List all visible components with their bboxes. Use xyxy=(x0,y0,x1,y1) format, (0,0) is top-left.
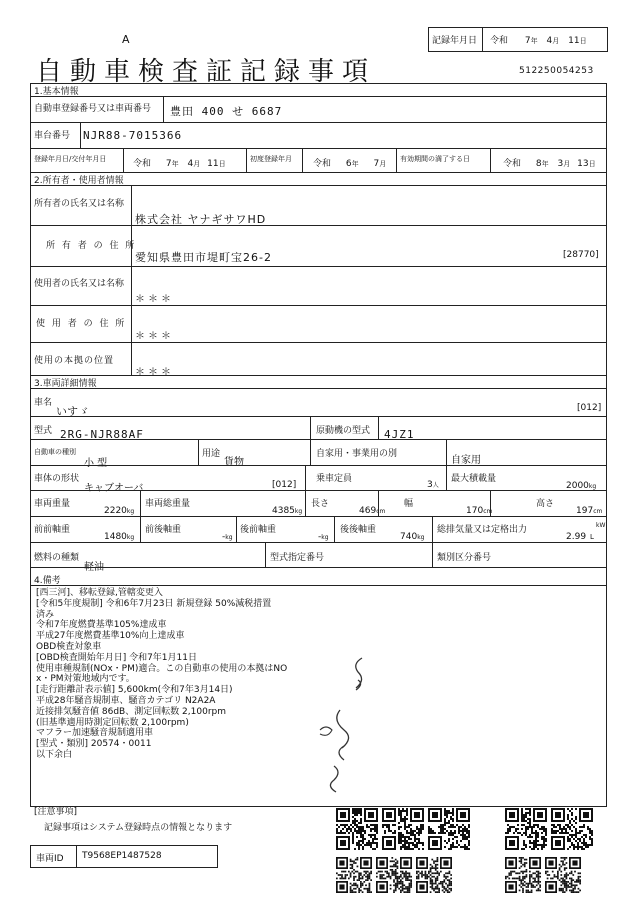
capacity-value: 3人 xyxy=(427,480,439,490)
gross-weight-value: 4385kg xyxy=(272,506,303,516)
remarks-line: [型式・類別] 20574・0011 xyxy=(36,739,152,750)
reg-date-label: 登録年月日/交付年月日 xyxy=(34,155,107,163)
qr-code-icon xyxy=(505,808,597,854)
front-rear-axle-value: -kg xyxy=(222,532,233,542)
section4-heading: 4.備考 xyxy=(34,576,61,586)
reg-number-label: 自動車登録番号又は車両番号 xyxy=(34,104,152,114)
body-shape-value: キャブオーバ xyxy=(84,483,144,494)
model-label: 型式 xyxy=(34,426,53,436)
body-code: [012] xyxy=(272,480,297,490)
engine-value: 4JZ1 xyxy=(384,428,415,441)
class-number-label: 類別区分番号 xyxy=(437,553,492,563)
type-number-label: 型式指定番号 xyxy=(270,553,325,563)
private-label: 自家用・事業用の別 xyxy=(316,449,398,459)
doc-number: 512250054253 xyxy=(519,66,594,76)
rear-rear-axle-value: 740kg xyxy=(400,532,425,542)
width-label: 幅 xyxy=(404,499,414,509)
length-label: 長さ xyxy=(311,499,330,509)
remarks-line: 令和7年度燃費基準105%達成車 xyxy=(36,620,167,631)
gross-weight-label: 車両総重量 xyxy=(145,499,191,509)
vehicle-id-label: 車両ID xyxy=(36,854,64,864)
user-address-label: 使 用 者 の 住 所 xyxy=(36,319,127,329)
remarks-line: [令和5年度規制] 令和6年7月23日 新規登録 50%減税措置 xyxy=(36,598,272,609)
remarks-line: 済み xyxy=(36,609,55,620)
displacement-unit-top: kW xyxy=(596,522,606,529)
qr-code-icon xyxy=(505,857,597,895)
private-value: 自家用 xyxy=(451,455,481,466)
height-label: 高さ xyxy=(536,499,555,509)
remarks-line: [走行距離計表示値] 5,600km(令和7年3月14日) xyxy=(36,685,233,696)
remarks-line: 平成27年度燃費基準10%向上達成車 xyxy=(36,631,185,642)
max-load-value: 2000kg xyxy=(566,481,597,491)
displacement-value: 2.99 L xyxy=(566,532,594,542)
capacity-label: 乗車定員 xyxy=(316,474,353,484)
max-load-label: 最大積載量 xyxy=(451,474,497,484)
front-rear-axle-label: 前後軸重 xyxy=(145,525,182,535)
reg-number-value: 豊田 400 せ 6687 xyxy=(170,105,283,118)
owner-address-label: 所 有 者 の 住 所 xyxy=(46,241,137,251)
expiry-value: 令和 8年 3月 13日 xyxy=(503,159,596,169)
owner-name-value: 株式会社 ヤナギサワHD xyxy=(135,213,267,226)
fuel-value: 軽油 xyxy=(84,562,104,573)
reg-date-value: 令和 7年 4月 11日 xyxy=(133,159,226,169)
remarks-line: 使用車種規制(NOx・PM)適合。この自動車の使用の本拠はNO xyxy=(36,663,288,674)
vehicle-kind-value: 小 型 xyxy=(84,458,108,469)
rear-front-axle-label: 後前軸重 xyxy=(240,525,277,535)
remarks-line: マフラー加速騒音規制適用車 xyxy=(36,728,154,739)
remarks-line: 以下余白 xyxy=(36,749,73,760)
owner-code: [28770] xyxy=(563,250,599,260)
fuel-label: 燃料の種類 xyxy=(34,553,80,563)
height-value: 197cm xyxy=(576,506,603,516)
notice-text: 記録事項はシステム登録時点の情報となります xyxy=(44,823,233,833)
maker-code: [012] xyxy=(577,403,602,413)
doc-mark: A xyxy=(122,33,130,46)
front-front-axle-value: 1480kg xyxy=(104,532,135,542)
model-value: 2RG-NJR88AF xyxy=(60,428,144,441)
section1-heading: 1.基本情報 xyxy=(34,87,79,97)
notice-heading: [注意事項] xyxy=(34,807,78,817)
owner-name-label: 所有者の氏名又は名称 xyxy=(34,199,125,209)
weight-label: 車両重量 xyxy=(34,499,71,509)
first-reg-label: 初度登録年月 xyxy=(250,155,292,163)
handwritten-mark xyxy=(300,650,390,800)
remarks-line: [OBD検査開始年月日] 令和7年1月11日 xyxy=(36,652,197,663)
section3-heading: 3.車両詳細情報 xyxy=(34,379,97,389)
qr-code-icon xyxy=(336,808,472,854)
remarks-line: [西三河]、移転登録,管轄変更入 xyxy=(36,588,163,598)
weight-value: 2220kg xyxy=(104,506,135,516)
qr-code-icon xyxy=(336,857,472,895)
maker-value: いすゞ xyxy=(56,405,89,418)
record-date-label: 記録年月日 xyxy=(432,36,478,46)
remarks-line: (旧基準適用時測定回転数 2,100rpm) xyxy=(36,717,189,728)
page-title: 自動車検査証記録事項 xyxy=(36,57,377,87)
user-address-value: ＊＊＊ xyxy=(135,331,174,342)
section2-heading: 2.所有者・使用者情報 xyxy=(34,176,124,186)
displacement-label: 総排気量又は定格出力 xyxy=(437,525,528,535)
rear-front-axle-value: -kg xyxy=(318,532,329,542)
body-shape-label: 車体の形状 xyxy=(34,474,80,484)
length-value: 469cm xyxy=(359,506,386,516)
base-location-value: ＊＊＊ xyxy=(135,367,174,378)
remarks-line: x・PM対策地域内です。 xyxy=(36,674,135,685)
chassis-value: NJR88-7015366 xyxy=(83,129,183,142)
first-reg-value: 令和 6年 7月 xyxy=(313,159,387,169)
expiry-label: 有効期間の満了する日 xyxy=(400,155,470,163)
remarks-line: 近接排気騒音値 86dB、測定回転数 2,100rpm xyxy=(36,706,227,717)
front-front-axle-label: 前前軸重 xyxy=(34,525,71,535)
owner-address-value: 愛知県豊田市堤町宝26-2 xyxy=(135,251,272,264)
width-value: 170cm xyxy=(466,506,493,516)
remarks-line: OBD検査対象車 xyxy=(36,641,102,652)
user-name-label: 使用者の氏名又は名称 xyxy=(34,279,125,289)
remarks-line: 平成28年騒音規制車、騒音カテゴリ N2A2A xyxy=(36,695,216,706)
maker-label: 車名 xyxy=(34,398,53,408)
use-value: 貨物 xyxy=(224,457,244,468)
vehicle-kind-label: 自動車の種別 xyxy=(34,448,76,456)
use-label: 用途 xyxy=(202,449,221,459)
rear-rear-axle-label: 後後軸重 xyxy=(340,525,377,535)
engine-label: 原動機の型式 xyxy=(316,426,371,436)
record-date-value: 令和 7年 4月 11日 xyxy=(490,36,587,46)
user-name-value: ＊＊＊ xyxy=(135,294,174,305)
vehicle-id-value: T9568EP1487528 xyxy=(82,851,162,861)
chassis-label: 車台番号 xyxy=(34,131,71,141)
base-location-label: 使用の本拠の位置 xyxy=(34,356,115,366)
